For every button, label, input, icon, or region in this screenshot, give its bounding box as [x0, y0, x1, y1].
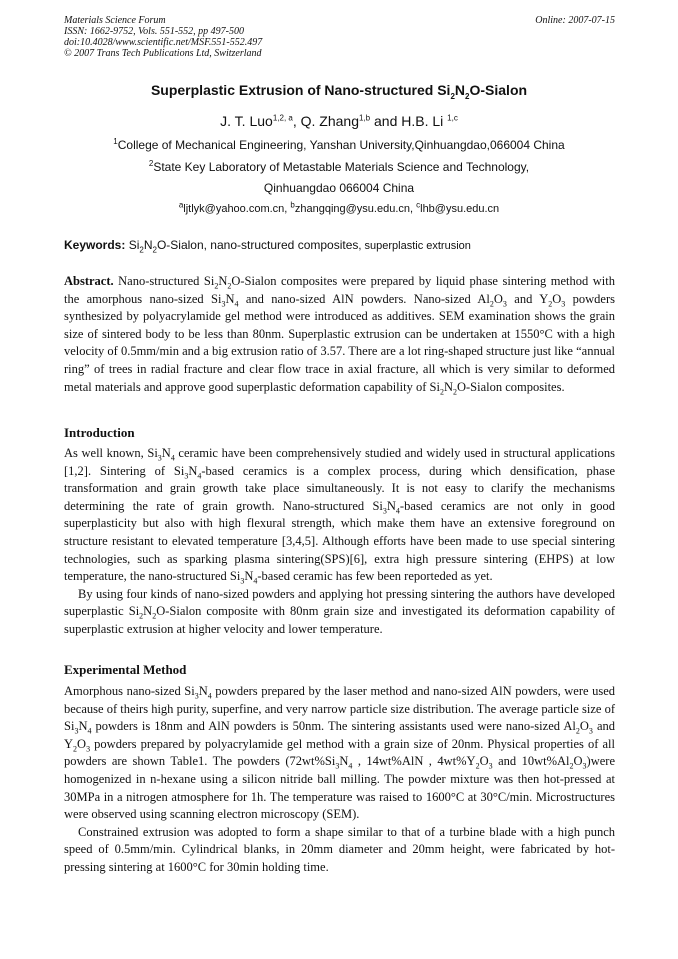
exp-paragraph-1	[64, 683, 615, 824]
aff-text: College of Mechanical Engineering, Yanshan University,Qinhuangdao,066004 China	[117, 138, 565, 152]
sub: 3	[382, 506, 387, 516]
sub: 3	[335, 761, 340, 771]
keyword-text: Si	[125, 238, 140, 252]
sub: 2	[452, 387, 457, 397]
sub: 4	[253, 576, 258, 586]
text: N	[161, 446, 171, 460]
text: N	[188, 463, 198, 478]
text: , 14wt%AlN , 4wt%Y	[352, 754, 476, 769]
sub: 2	[439, 387, 444, 397]
abstract-text: O-Sialon composites.	[456, 379, 565, 394]
text: N	[386, 498, 396, 513]
sub: 3	[194, 691, 199, 701]
sub: 4	[348, 761, 353, 771]
text: O	[573, 754, 583, 769]
aff-sup: 1	[113, 137, 118, 146]
email: ljtlyk@yahoo.com.cn,	[183, 203, 291, 215]
abstract-text: N	[443, 379, 453, 394]
abstract-text: N	[225, 291, 235, 306]
keywords-label: Keywords:	[64, 238, 126, 252]
text: powders is 18nm and AlN powders is 50nm. The sintering assistants used were nano-sized Al	[91, 719, 576, 734]
exp-paragraph-2: Constrained extrusion was adopted to form a shape similar to that of a turbine blade with a high punch speed of 0.5mm/min. Cylindrical blanks, in 20mm diameter and 20mm height, were fabricated by hot-pressing sintering at 1600°C for 30min holding time.	[64, 824, 615, 874]
text: N	[78, 719, 88, 734]
abstract-text: N	[218, 274, 228, 288]
abstract-text: O-Sialon composites were prepared by liquid phase sintering method with the amorphous nano-sized Si	[64, 274, 615, 306]
sub: 2	[569, 761, 574, 771]
email-sup: c	[416, 200, 421, 210]
text: -based ceramic has few been reporteded as yet.	[257, 569, 493, 584]
title-sub: 2	[450, 91, 455, 101]
text: As well known, Si	[64, 446, 158, 460]
author-sup: 1,c	[447, 113, 458, 123]
keyword-text: O-Sialon, nano-structured composites	[156, 238, 359, 252]
text: O	[579, 719, 589, 734]
title-sub: 2	[465, 91, 470, 101]
sub: 4	[170, 453, 175, 463]
text: powders prepared by the laser method and nano-sized AlN powders, were used because of theirs high purity, superfine, and very narrow particle size distribution. The average particle size of Si	[64, 684, 615, 734]
sub: 2	[489, 299, 494, 309]
sub: 3	[74, 726, 79, 736]
doi-line: doi:10.4028/www.scientific.net/MSF.551-552.497	[64, 37, 263, 48]
intro-paragraph-2	[64, 586, 615, 639]
email-sup: b	[290, 200, 295, 210]
paper-title	[0, 82, 678, 101]
author-list	[0, 113, 678, 129]
email: zhangqing@ysu.edu.cn,	[294, 203, 417, 215]
sub: 4	[197, 471, 202, 481]
affiliation-2	[0, 160, 678, 174]
sub: 2	[139, 611, 144, 621]
sub: 3	[157, 453, 162, 463]
sub: 3	[240, 576, 245, 586]
affiliation-1	[0, 138, 678, 152]
email: lhb@ysu.edu.cn	[420, 203, 500, 215]
keywords-line	[64, 238, 615, 255]
sub: 2	[227, 281, 232, 291]
text: powders prepared by polyacrylamide gel method with a grain size of 20nm. Physical properties of all powders are shown Table1. The powders (72wt%Si	[64, 736, 615, 769]
journal-name: Materials Science Forum	[64, 15, 166, 26]
text: O	[479, 754, 489, 769]
title-text: Superplastic Extrusion of Nano-structured Si	[150, 82, 451, 98]
abstract-text: Nano-structured Si	[113, 274, 215, 288]
text: )were homogenized in n-hexane using a silicon nitride ball milling. The powder mixture was then hot-pressed at 30MPa in a nitrogen atmosphere for 1h. The temperature was raised to 1600°C at 30°C/min. Microstructures were observed using scanning electron microscopy (SEM).	[64, 754, 615, 822]
aff-text: State Key Laboratory of Metastable Materials Science and Technology,	[153, 160, 530, 174]
text: and 10wt%Al	[492, 754, 570, 769]
introduction-body	[64, 445, 615, 639]
author-sup: 1,2, a	[272, 113, 293, 123]
abstract-text: and Y	[506, 291, 549, 306]
sub: 4	[87, 726, 92, 736]
affiliation-2-city: Qinhuangdao 066004 China	[263, 181, 415, 195]
sub: 2	[575, 726, 580, 736]
text: N	[244, 569, 254, 584]
sub: 3	[221, 299, 226, 309]
title-text: O-Sialon	[469, 82, 528, 98]
abstract-text: O	[493, 291, 503, 306]
sub: 3	[488, 761, 493, 771]
sub: 4	[207, 691, 212, 701]
email-sup: a	[178, 200, 184, 210]
experimental-heading: Experimental Method	[64, 662, 187, 677]
journal-header	[64, 15, 615, 59]
sub: 3	[582, 761, 587, 771]
abstract-text: O	[552, 291, 562, 306]
abstract-text: powders synthesized by polyacrylamide gel method were introduced as additives. SEM examination shows the grain size of sintered body to be less than 80nm. Superplastic extrusion can be undertaken at 1550°C with a high velocity of 0.5mm/min and a big extrusion ratio of 3.57. There are a lot ring-shaped structure just like “annual ring” of trees in radial fracture and clear flow trace in axial fracture, all which is very similar to deformed metal materials and approve good superplastic deformation capability of Si	[64, 291, 615, 394]
text: -based ceramics are not only in good superplasticity but also with high flexural strength, which make them have an extensive foreground on structure resistant to elevated temperature [3,4,5]. Although efforts have been made to use special sintering technologies, such as sparking plasma sintering(SPS)[6], extra high pressure sintering (EHPS) at low temperature, the nano-structured Si	[64, 498, 615, 584]
copyright-line: © 2007 Trans Tech Publications Ltd, Switzerland	[64, 48, 262, 59]
text: ceramic have been comprehensively studied and widely used in structural applications [1,2]. Sintering of Si	[64, 446, 615, 478]
sub: 3	[588, 726, 593, 736]
email-line	[0, 200, 678, 215]
sub: 2	[475, 761, 480, 771]
text: N	[339, 754, 349, 769]
experimental-body	[64, 683, 615, 877]
sub: 3	[502, 299, 507, 309]
intro-paragraph-1	[64, 445, 615, 586]
text: By using four kinds of nano-sized powders and applying hot pressing sintering the authors have developed superplastic Si	[64, 586, 615, 619]
introduction-heading: Introduction	[64, 425, 135, 440]
sub: 2	[214, 281, 219, 291]
author-sup: 1,b	[359, 113, 371, 123]
text: N	[143, 604, 153, 619]
text: Amorphous nano-sized Si	[64, 684, 195, 698]
keyword-text: N	[143, 238, 153, 252]
text: and Y	[64, 719, 615, 751]
sub: 2	[73, 744, 78, 754]
online-date: Online: 2007-07-15	[535, 15, 615, 26]
keyword-sub: 2	[139, 245, 144, 255]
author-name: , Q. Zhang	[292, 113, 359, 129]
sub: 3	[86, 744, 91, 754]
keyword-sub: 2	[152, 245, 157, 255]
keyword-text: , superplastic extrusion	[358, 240, 471, 252]
sub: 4	[234, 299, 239, 309]
sub: 2	[548, 299, 553, 309]
abstract-label: Abstract.	[64, 274, 114, 288]
text: O	[77, 736, 87, 751]
text: N	[198, 684, 208, 698]
abstract-text: and nano-sized AlN powders. Nano-sized Al	[238, 291, 490, 306]
aff-sup: 2	[148, 159, 154, 168]
issn-line: ISSN: 1662-9752, Vols. 551-552, pp 497-500	[64, 26, 244, 37]
sub: 3	[184, 471, 189, 481]
abstract-paragraph	[64, 273, 615, 396]
author-name: J. T. Luo	[220, 113, 273, 129]
sub: 3	[561, 299, 566, 309]
sub: 4	[395, 506, 400, 516]
text: -based ceramics is a complex process, during which densification, phase transformation and grain growth take place simultaneously. It is not easy to clarify the mechanisms determining the rate of grain growth. Nano-structured Si	[64, 463, 615, 513]
author-name: and H.B. Li	[374, 113, 448, 129]
text: O-Sialon composite with 80nm grain size and investigated its deformation capability of superplastic extrusion at higher velocity and lower temperature.	[64, 604, 615, 636]
sub: 2	[152, 611, 157, 621]
title-text: N	[454, 82, 466, 98]
